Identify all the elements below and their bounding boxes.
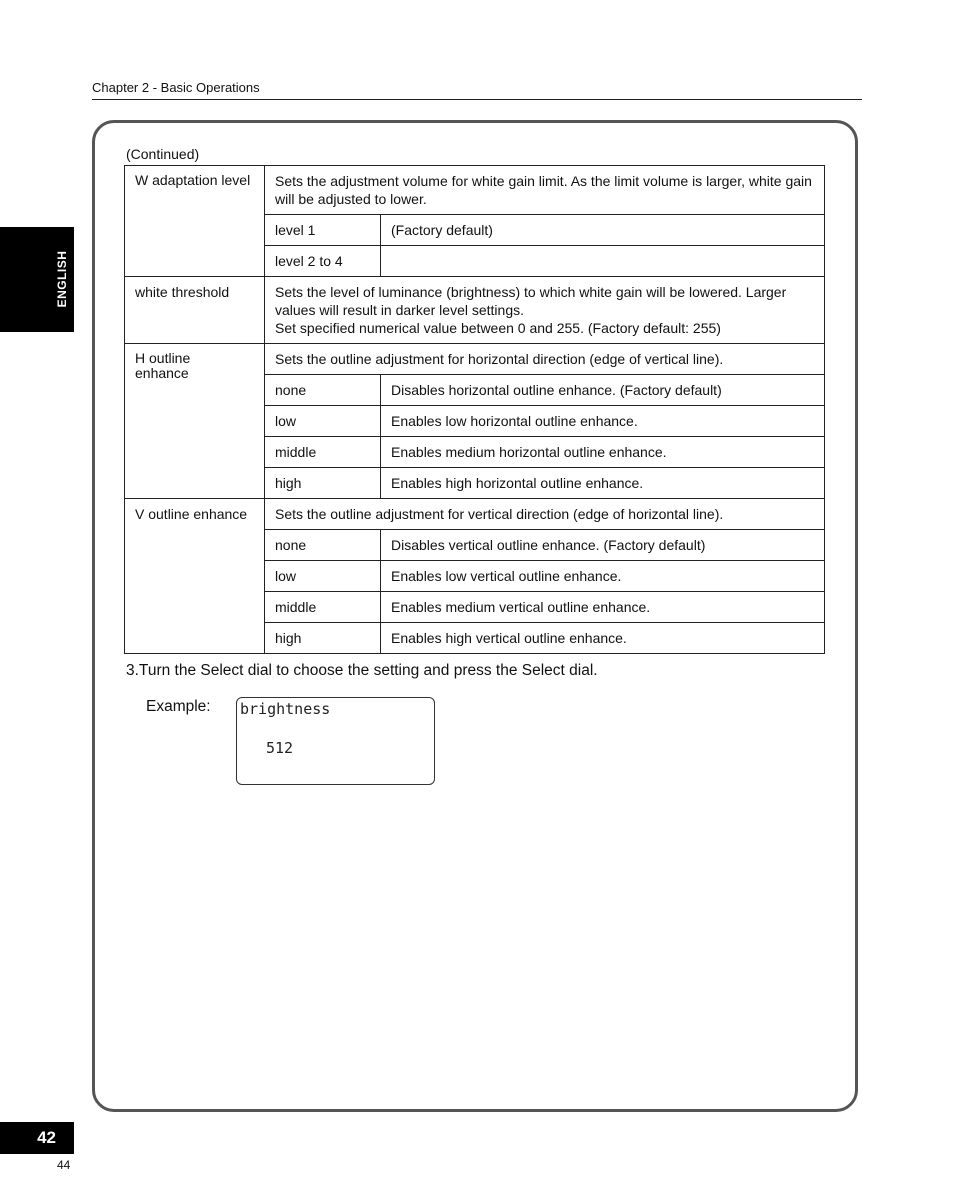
- option-description: Enables medium vertical outline enhance.: [381, 592, 825, 623]
- option-label: middle: [265, 592, 381, 623]
- option-label: level 2 to 4: [265, 246, 381, 277]
- option-description: Enables low vertical outline enhance.: [381, 561, 825, 592]
- setting-description: Sets the outline adjustment for horizontal direction (edge of vertical line).: [265, 344, 825, 375]
- page-number: 42: [0, 1122, 74, 1154]
- lcd-display-example: [236, 697, 435, 785]
- option-description: Enables medium horizontal outline enhance.: [381, 437, 825, 468]
- option-description: Disables vertical outline enhance. (Factory default): [381, 530, 825, 561]
- table-row: [125, 277, 825, 344]
- chapter-header: Chapter 2 - Basic Operations: [92, 80, 862, 100]
- continued-label: (Continued): [126, 146, 200, 162]
- setting-description: Sets the outline adjustment for vertical direction (edge of horizontal line).: [265, 499, 825, 530]
- language-tab-label: ENGLISH: [55, 250, 69, 308]
- table-row: [125, 166, 825, 215]
- option-label: low: [265, 561, 381, 592]
- option-description: Disables horizontal outline enhance. (Factory default): [381, 375, 825, 406]
- option-description: (Factory default): [381, 215, 825, 246]
- table-row: [125, 344, 825, 375]
- page-sub-number: 44: [57, 1158, 71, 1172]
- setting-name: V outline enhance: [125, 499, 265, 654]
- table-row: [125, 499, 825, 530]
- setting-description: Sets the adjustment volume for white gain limit. As the limit volume is larger, white gain will be adjusted to lower.: [265, 166, 825, 215]
- setting-name: H outline enhance: [125, 344, 265, 499]
- setting-name: white threshold: [125, 277, 265, 344]
- example-label: Example:: [146, 698, 211, 715]
- setting-name: W adaptation level: [125, 166, 265, 277]
- option-label: high: [265, 623, 381, 654]
- option-description: Enables high vertical outline enhance.: [381, 623, 825, 654]
- option-label: none: [265, 530, 381, 561]
- option-label: none: [265, 375, 381, 406]
- option-description: [381, 246, 825, 277]
- lcd-line-setting: brightness: [240, 700, 331, 718]
- option-description: Enables high horizontal outline enhance.: [381, 468, 825, 499]
- setting-description: [265, 277, 825, 344]
- option-label: high: [265, 468, 381, 499]
- lcd-line-value: 512: [266, 739, 294, 757]
- settings-table: [124, 165, 825, 654]
- setting-description-line: Set specified numerical value between 0 and 255. (Factory default: 255): [275, 320, 721, 336]
- option-label: low: [265, 406, 381, 437]
- step-3-instruction: 3.Turn the Select dial to choose the setting and press the Select dial.: [126, 662, 598, 679]
- option-label: level 1: [265, 215, 381, 246]
- option-description: Enables low horizontal outline enhance.: [381, 406, 825, 437]
- option-label: middle: [265, 437, 381, 468]
- language-tab: [0, 227, 74, 332]
- setting-description-line: Sets the level of luminance (brightness) to which white gain will be lowered. Larger values will result in darker level settings.: [275, 284, 787, 318]
